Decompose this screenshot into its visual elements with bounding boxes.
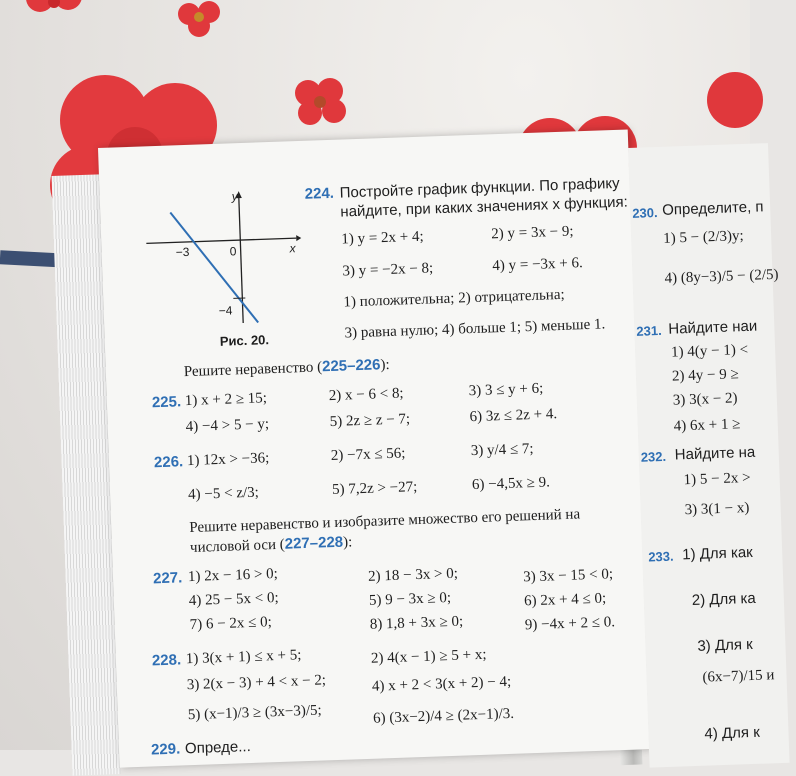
exercise-item: 3) 3(x − 2): [673, 390, 738, 409]
exercise-item: 4) 6x + 1 ≥: [673, 416, 740, 435]
heading-end: ):: [343, 534, 353, 550]
right-page: [628, 143, 790, 768]
exercise-item: 1) y = 2x + 4;: [341, 229, 424, 249]
flower-decoration: [20, 0, 90, 20]
exercise-item: 3) Для к: [697, 636, 753, 655]
exercise-condition: 1) положительна; 2) отрицательна;: [343, 287, 565, 312]
exercise-item: 9) −4x + 2 ≤ 0.: [525, 614, 616, 634]
function-line: [170, 210, 258, 326]
exercise-item: 1) 5 − (2/3)y;: [663, 228, 744, 248]
exercise-item: 2) 18 − 3x > 0;: [368, 566, 458, 586]
exercise-item: 3) 3x − 15 < 0;: [523, 566, 613, 586]
exercise-item: 4) Для к: [704, 724, 760, 743]
exercise-item: 8) 1,8 + 3x ≥ 0;: [370, 614, 464, 634]
exercise-item: 1) 5 − 2x >: [683, 470, 750, 489]
heading-ref: 227–228: [284, 534, 343, 553]
heading-end: ):: [380, 357, 390, 373]
exercise-item: 1) 4(y − 1) <: [671, 342, 748, 362]
section-heading: [184, 356, 390, 381]
exercise-item: 1) 2x − 16 > 0;: [188, 566, 278, 586]
exercise-item: 1) 3(x + 1) ≤ x + 5;: [186, 647, 302, 668]
figure-20-graph: [129, 176, 304, 332]
x-axis: [146, 238, 296, 243]
exercise-item: 1) x + 2 ≥ 15;: [185, 390, 268, 410]
exercise-number: 226.: [154, 453, 184, 471]
exercise-number: 232.: [641, 449, 667, 465]
exercise-item: 4) (8y−3)/5 − (2/5): [664, 267, 779, 288]
exercise-item: 2) −7x ≤ 56;: [331, 445, 406, 465]
tick-label: 0: [229, 244, 236, 258]
exercise-item: (6x−7)/15 и: [702, 667, 774, 686]
exercise-item: 2) 4(x − 1) ≥ 5 + x;: [371, 647, 487, 668]
axis-y-label: y: [232, 189, 238, 203]
exercise-item: 4) −4 > 5 − y;: [186, 416, 270, 436]
exercise-item: 4) −5 < z/3;: [188, 485, 259, 504]
exercise-condition: 3) равна нулю; 4) больше 1; 5) меньше 1.: [344, 316, 605, 342]
exercise-number: 231.: [636, 323, 662, 339]
exercise-number: 229.: [151, 741, 181, 759]
exercise-item: 6) (3x−2)/4 ≥ (2x−1)/3.: [373, 706, 514, 728]
heading-ref: 225–226: [322, 356, 381, 375]
exercise-item: 4) y = −3x + 6.: [492, 255, 583, 275]
exercise-item: 2) 4y − 9 ≥: [672, 366, 739, 385]
exercise-text: Найдите на: [674, 444, 755, 464]
exercise-item: 1) Для как: [682, 544, 753, 563]
exercise-number: 233.: [648, 549, 674, 565]
tick-label: −4: [219, 303, 233, 317]
exercise-item: 3) y/4 ≤ 7;: [471, 441, 534, 460]
exercise-item: 5) 7,2z > −27;: [332, 479, 418, 499]
exercise-item: 3) 3(1 − x): [684, 500, 749, 519]
exercise-item: 3) y = −2x − 8;: [342, 260, 433, 280]
exercise-item: 2) x − 6 < 8;: [329, 385, 404, 405]
exercise-text: Опреде...: [185, 738, 251, 757]
exercise-number: 225.: [152, 393, 182, 411]
exercise-text: Найдите наи: [668, 318, 757, 338]
exercise-item: 1) 12x > −36;: [187, 450, 270, 470]
section-heading: Решите неравенство и изобразите множество его решений на: [189, 506, 580, 537]
section-heading: [190, 533, 353, 557]
exercise-text: Постройте график функции. По графику: [339, 175, 619, 202]
exercise-text: найдите, при каких значениях x функция:: [340, 194, 628, 221]
flower-decoration: [290, 75, 350, 130]
exercise-number: 224.: [304, 185, 334, 203]
exercise-item: 6) 2x + 4 ≤ 0;: [524, 591, 607, 611]
flower-decoration: [175, 0, 225, 40]
exercise-item: 5) 9 − 3x ≥ 0;: [369, 590, 452, 610]
exercise-item: 3) 3 ≤ y + 6;: [468, 381, 543, 401]
heading-text: числовой оси (: [190, 537, 285, 556]
exercise-number: 230.: [632, 205, 658, 221]
exercise-number: 228.: [152, 651, 182, 669]
exercise-item: 5) 2z ≥ z − 7;: [329, 411, 410, 431]
exercise-item: 2) y = 3x − 9;: [491, 223, 574, 243]
flower-decoration: [700, 60, 750, 140]
exercise-item: 4) 25 − 5x < 0;: [189, 590, 279, 610]
exercise-item: 3) 2(x − 3) + 4 < x − 2;: [187, 672, 327, 694]
exercise-item: 7) 6 − 2x ≤ 0;: [189, 614, 272, 634]
exercise-item: 2) Для ка: [692, 590, 757, 609]
axis-x-label: x: [289, 241, 295, 255]
left-page: [98, 130, 649, 768]
heading-text: Решите неравенство (: [184, 359, 323, 380]
exercise-number: 227.: [153, 569, 183, 587]
tick-label: −3: [175, 245, 189, 259]
exercise-item: 5) (x−1)/3 ≥ (3x−3)/5;: [188, 703, 322, 725]
exercise-text: Определите, п: [662, 198, 764, 219]
figure-caption: Рис. 20.: [220, 332, 270, 349]
exercise-item: 6) 3z ≤ 2z + 4.: [469, 406, 557, 426]
exercise-item: 4) x + 2 < 3(x + 2) − 4;: [372, 674, 512, 696]
x-axis-arrow: [296, 235, 301, 241]
exercise-item: 6) −4,5x ≥ 9.: [472, 474, 550, 494]
